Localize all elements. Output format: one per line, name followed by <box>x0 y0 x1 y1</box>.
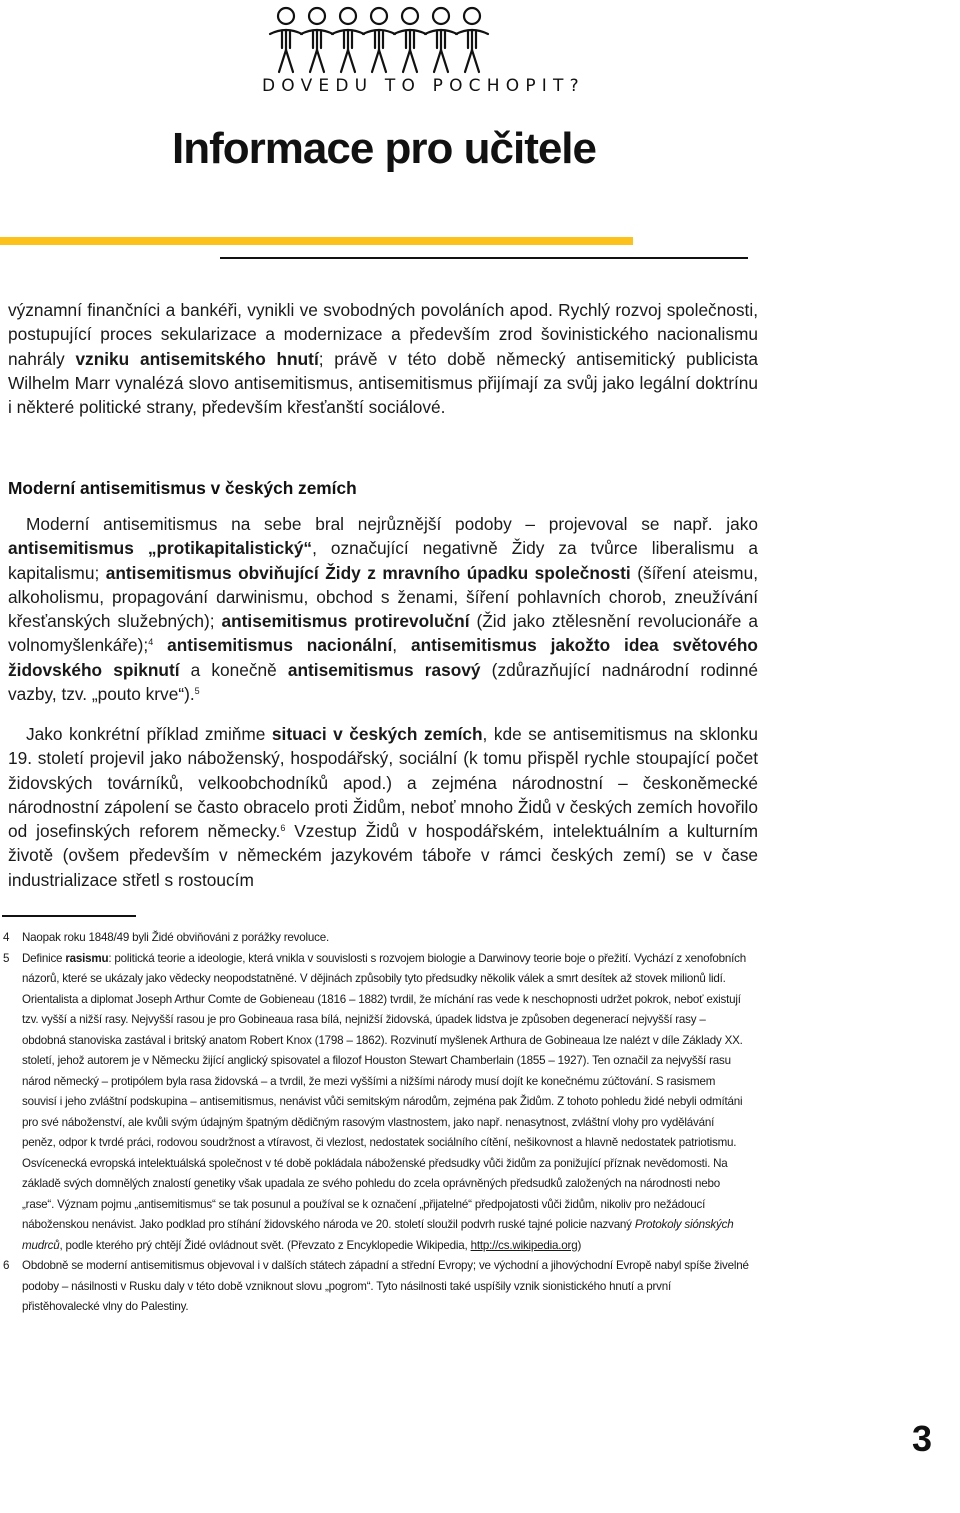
logo <box>262 4 585 100</box>
footnote-ref-6[interactable]: 6 <box>280 823 286 834</box>
accent-bar <box>0 237 633 245</box>
people-chain-icon <box>262 4 494 76</box>
footnote-6: 6 Obdobně se moderní antisemitismus objevoval i v dalších státech západní a střední Evropy; ve východní a jihovýchodní Evropě nabyl spíše živelné podoby – násilnosti v Rusku daly v této době vzniknout slovu „pogrom“. Tyto násilnosti také uspíšily vznik sionistického hnutí a první přistěhovalecké vlny do Palestiny. <box>0 1256 750 1318</box>
section-heading: Moderní antisemitismus v českých zemích <box>8 478 357 498</box>
paragraph-2: Moderní antisemitismus na sebe bral nejrůznější podoby – projevoval se např. jako antisemitismus „protikapitalistický“, označující negativně Židy za tvůrce liberalismu a kapitalismu; antisemitismus obviňující Židy z mravního úpadku společnosti (šíření ateismu, alkoholismu, propagování darwinismu, obchod s ženami, šíření pohlavních chorob, zneužívání křesťanských služebných); antisemitismus protirevoluční (Žid jako ztělesnění revolucionáře a volnomyšlenkáře);$^4$ antisemitismus nacionální, antisemitismus jakožto idea světového židovského spiknutí a konečně antisemitismus rasový (zdůrazňující nadnárodní rodinné vazby, tzv. „pouto krve“).$^5$ <box>8 514 759 705</box>
header-rule <box>220 257 748 259</box>
paragraph-3: Jako konkrétní příklad zmiňme situaci v českých zemích, kde se antisemitismus na sklonku 19. století projevil jako náboženský, hospodářský, sociální (k tomu přispěl rychle stoupající počet židovských továrníků, velkoobchodníků apod.) a zejména národnostní – českoněmecké národnostní zápolení se často obracelo proti Židům, neboť mnoho Židů v českých zemích hovořilo od josefinských reforem německy.$^6$ Vzestup Židů v hospodářském, intelektuálním a kulturním životě (ovšem především v německém jazykovém táboře v rámci českých zemí) se v čase industrializace střetl s rostoucím <box>8 724 758 890</box>
footnote-ref-4[interactable]: 4 <box>148 637 154 648</box>
footnote-5: 5 Definice rasismu: politická teorie a ideologie, která vnikla v souvislosti s rozvojem biologie a Darwinovy teorie boje o přežití. Vychází z xenofobních názorů, které se ukázaly jako vědecky neopodstatněné. V dějinách způsobily tyto předsudky několik válek a smrt desítek až stovek milionů lidí. Orientalista a diplomat Joseph Arthur Comte de Gobieneau (1816 – 1882) tvrdil, že míchání ras vede k neschopnosti udržet pokrok, neboť existují tzv. vyšší a nižší rasy. Nejvyšší rasou je pro Gobineaua rasa bílá, nejnižší židovská, úpadek lidstva je způsoben degenerací nejvyšší rasy – obdobná stanoviska zastával i britský anatom Robert Knox (1798 – 1862). Rozvinutí myšlenek Arthura de Gobineaua lze nalézt v díle Základy XX. století, jehož autorem je v Německu žijící anglický spisovatel a filozof Houston Stewart Chamberlain (1855 – 1927). Ten označil za nejvyšší rasu národ německý – protipólem byla rasa židovská – a tvrdil, že mezi vyššími a nižšími národy musí dojít ke konečnému zúčtování. S rasismem souvisí i jeho zvláštní podskupina – antisemitismus, nenávist vůči semitským národům, zejména pak Židům. Z tohoto pohledu židé nebyli odmítáni pro své náboženství, ale kvůli svým údajným špatným dědičným rasovým vlastnostem, jako např. nenasytnost, zvláštní vlohy pro vydělávání peněz, odpor k tvrdé práci, rodovou soudržnost a vtíravost, či vlezlost, nedostatek sociálního cítění, nešikovnost a hlavně nedostatek patriotismu. Osvícenecká evropská intelektuálská společnost v té době pokládala náboženské předsudky vůči židům za ponižující příznak nevědomosti. Na základě svých domnělých znalostí genetiky však upadala ze svého pohledu do zcela oprávněných předsudků založených na národnosti nebo „rase“. Význam pojmu „antisemitismus“ se tak posunul a používal se k označení „přijatelné“ předpojatosti vůči židům, nikoliv pro nežádoucí náboženskou nenávist. Jako podklad pro stíhání židovského národa ve 20. století sloužil podvrh ruské tajné policie nazvaný Protokoly siónských mudrců, podle kterého prý chtějí Židé ovládnout svět. (Převzato z Encyklopedie Wikipedia, http://cs.wikipedia.org) <box>0 949 750 1257</box>
footnote-rule <box>2 915 136 917</box>
footnote-number: 4 <box>3 931 10 944</box>
wikipedia-link[interactable]: http://cs.wikipedia.org <box>470 1238 578 1252</box>
footnote-4: 4 Naopak roku 1848/49 byli Židé obviňováni z porážky revoluce. <box>0 928 750 949</box>
footnotes <box>0 928 750 1318</box>
footnote-ref-5[interactable]: 5 <box>194 686 200 697</box>
footnote-number: 5 <box>3 951 10 965</box>
page-title: Informace pro učitele <box>172 124 597 173</box>
paragraph-1: významní finančníci a bankéři, vynikli ve svobodných povoláních apod. Rychlý rozvoj společnosti, postupující proces sekularizace a modernizace a především zrod šovinistického nacionalismu nahrály vzniku antisemitského hnutí; právě v této době německý antisemitický publicista Wilhelm Marr vynalézá slovo antisemitismus, antisemitismus přijímají za svůj jako legální doktrínu i některé politické strany, především křesťanští sociálové. <box>8 300 759 418</box>
logo-tagline: DOVEDU TO POCHOPIT? <box>262 76 585 96</box>
page-number: 3 <box>911 1418 932 1459</box>
footnote-number: 6 <box>3 1259 10 1272</box>
